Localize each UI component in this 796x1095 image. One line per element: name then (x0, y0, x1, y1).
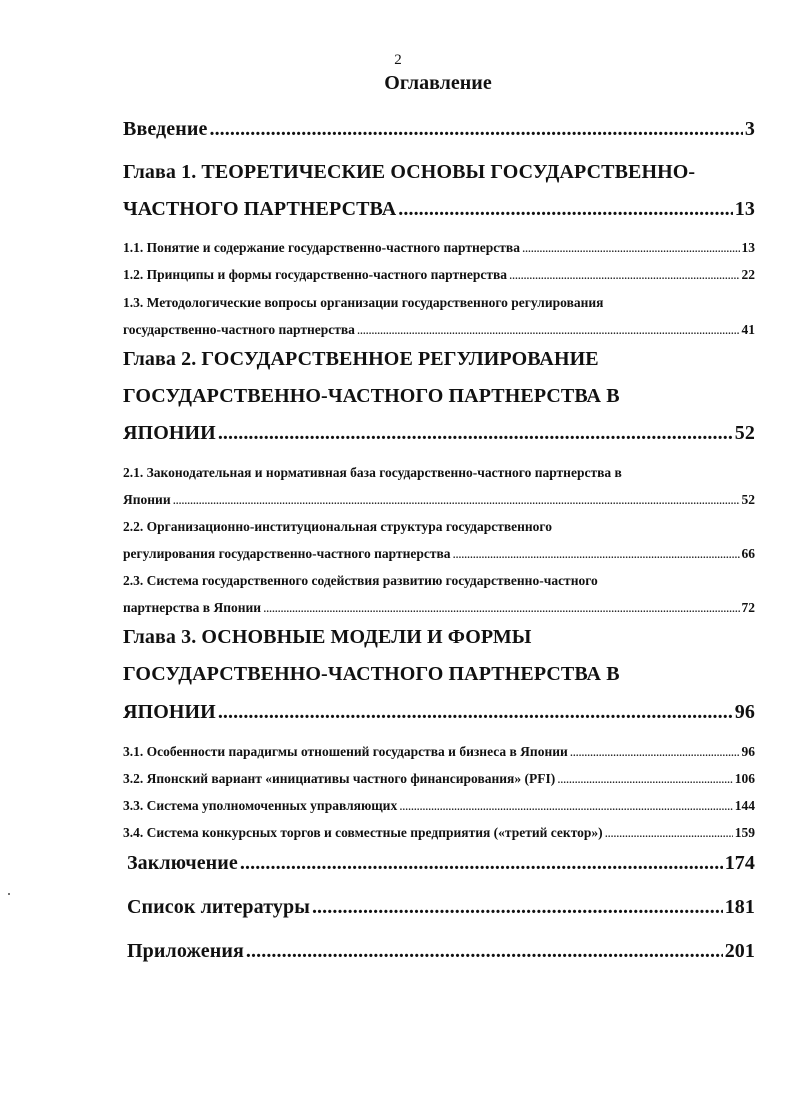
leader-dots (399, 798, 733, 814)
toc-entry-label: 3.3. Система уполномоченных управляющих (123, 798, 398, 813)
toc-entry-label: 3.1. Особенности парадигмы отношений государства и бизнеса в Японии (123, 744, 568, 759)
toc-entry-page: 174 (724, 852, 755, 874)
toc-entry-1-1[interactable] (123, 240, 755, 256)
toc-entry-page: 52 (734, 422, 755, 444)
toc-entry-chapter-2[interactable] (123, 422, 755, 445)
toc-title: Оглавление (384, 72, 492, 94)
leader-dots (312, 896, 723, 919)
toc-entry-label: Приложения (127, 940, 244, 962)
toc-entry-page: 96 (734, 701, 755, 723)
toc-entry-label: 3.4. Система конкурсных торгов и совместные предприятия («третий сектор») (123, 825, 603, 840)
toc-entry-page: 181 (724, 896, 755, 918)
leader-dots (509, 267, 739, 283)
leader-dots (570, 744, 740, 760)
leader-dots (398, 198, 733, 221)
toc-entry-2-1-line1: 2.1. Законодательная и нормативная база государственно-частного партнерства в (123, 465, 622, 480)
toc-entry-page: 52 (741, 492, 755, 507)
toc-entry-page: 106 (734, 771, 755, 786)
chapter-2-heading-line1: Глава 2. ГОСУДАРСТВЕННОЕ РЕГУЛИРОВАНИЕ (123, 348, 599, 370)
toc-entry-3-1[interactable] (123, 744, 755, 760)
toc-entry-page: 201 (724, 940, 755, 962)
leader-dots (453, 546, 740, 562)
toc-entry-2-1[interactable] (123, 492, 755, 508)
toc-entry-chapter-1[interactable] (123, 198, 755, 221)
toc-entry-label: 1.2. Принципы и формы государственно-частного партнерства (123, 267, 508, 282)
toc-entry-page: 13 (734, 198, 755, 220)
page-number: 2 (394, 52, 402, 68)
toc-entry-3-2[interactable] (123, 771, 755, 787)
leader-dots (557, 771, 733, 787)
toc-entry-references[interactable] (127, 896, 755, 919)
toc-entry-1-3-line1: 1.3. Методологические вопросы организации государственного регулирования (123, 295, 604, 310)
toc-entry-label: ЧАСТНОГО ПАРТНЕРСТВА (123, 198, 397, 220)
toc-entry-page: 96 (741, 744, 755, 759)
toc-entry-page: 3 (744, 118, 755, 140)
toc-entry-2-3[interactable] (123, 600, 755, 616)
toc-entry-2-3-line1: 2.3. Система государственного содействия развитию государственно-частного (123, 573, 598, 588)
toc-entry-2-2-line1: 2.2. Организационно-институциональная структура государственного (123, 519, 552, 534)
toc-entry-page: 72 (741, 600, 755, 615)
toc-entry-appendices[interactable] (127, 940, 755, 963)
leader-dots (218, 422, 733, 445)
toc-entry-label: государственно-частного партнерства (123, 322, 355, 337)
toc-entry-1-3[interactable] (123, 322, 755, 338)
leader-dots (263, 600, 739, 616)
toc-entry-page: 13 (741, 240, 755, 255)
toc-entry-label: 1.1. Понятие и содержание государственно-частного партнерства (123, 240, 520, 255)
toc-entry-page: 159 (734, 825, 755, 840)
toc-entry-chapter-3[interactable] (123, 701, 755, 724)
leader-dots (246, 940, 723, 963)
toc-entry-label: Японии (123, 492, 171, 507)
chapter-3-heading-line1: Глава 3. ОСНОВНЫЕ МОДЕЛИ И ФОРМЫ (123, 626, 532, 648)
chapter-2-heading-line2: ГОСУДАРСТВЕННО-ЧАСТНОГО ПАРТНЕРСТВА В (123, 385, 620, 407)
scan-speck (8, 893, 10, 895)
toc-entry-page: 41 (741, 322, 755, 337)
toc-entry-label: 3.2. Японский вариант «инициативы частного финансирования» (PFI) (123, 771, 556, 786)
toc-entry-3-4[interactable] (123, 825, 755, 841)
toc-entry-label: ЯПОНИИ (123, 701, 216, 723)
toc-entry-3-3[interactable] (123, 798, 755, 814)
leader-dots (218, 701, 733, 724)
toc-entry-label: ЯПОНИИ (123, 422, 216, 444)
leader-dots (357, 322, 740, 338)
toc-entry-page: 66 (741, 546, 755, 561)
toc-entry-intro[interactable] (123, 118, 755, 141)
toc-entry-label: Введение (123, 118, 208, 140)
leader-dots (209, 118, 742, 141)
toc-entry-page: 22 (741, 267, 755, 282)
leader-dots (522, 240, 740, 256)
leader-dots (605, 825, 733, 841)
toc-entry-conclusion[interactable] (127, 852, 755, 875)
toc-entry-1-2[interactable] (123, 267, 755, 283)
toc-entry-label: Заключение (127, 852, 238, 874)
toc-entry-2-2[interactable] (123, 546, 755, 562)
toc-entry-label: Список литературы (127, 896, 310, 918)
leader-dots (173, 492, 740, 508)
toc-entry-label: регулирования государственно-частного партнерства (123, 546, 451, 561)
chapter-3-heading-line2: ГОСУДАРСТВЕННО-ЧАСТНОГО ПАРТНЕРСТВА В (123, 663, 620, 685)
leader-dots (240, 852, 723, 875)
toc-entry-label: партнерства в Японии (123, 600, 262, 615)
chapter-1-heading: Глава 1. ТЕОРЕТИЧЕСКИЕ ОСНОВЫ ГОСУДАРСТВЕННО- (123, 161, 696, 183)
toc-entry-page: 144 (734, 798, 755, 813)
